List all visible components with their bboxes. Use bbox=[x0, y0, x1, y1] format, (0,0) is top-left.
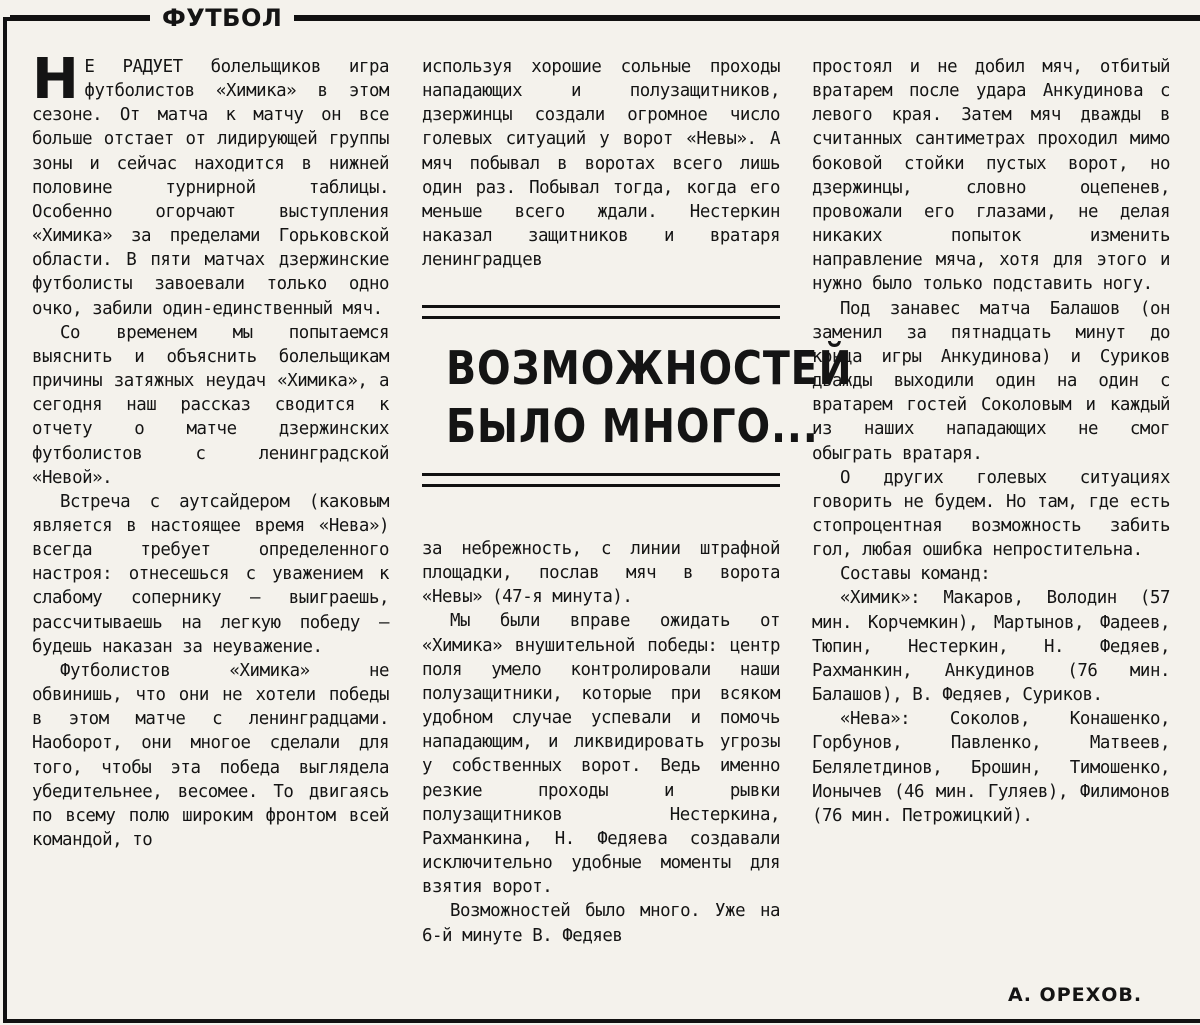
paragraph: Со временем мы попытаемся выяснить и объяснить болельщикам причины затяжных неудач «Химика», а сегодня наш рассказ сводится к отчету о матче дзержинских футболистов с ленинградской «Невой». bbox=[32, 322, 389, 488]
headline-bottom-rule bbox=[422, 473, 780, 487]
paragraph: Встреча с аутсайдером (каковым является в настоящее время «Нева») всегда требует определенного настроя: отнесешься с уважением к слабому сопернику — выиграешь, рассчитываешь на легкую победу — будешь наказан за неуважение. bbox=[32, 491, 389, 657]
column-2-bottom bbox=[422, 537, 780, 948]
headline-line-1: ВОЗМОЖНОСТЕЙ bbox=[446, 341, 853, 395]
paragraph: простоял и не добил мяч, отбитый вратарем после удара Анкудинова с левого края. Затем мяч дважды в считанных сантиметрах проходил мимо боковой стойки пустых ворот, но дзержинцы, словно оцепенев, провожали его глазами, не делая никаких попыток изменить направление мяча, хотя для этого и нужно было только подставить ногу. bbox=[812, 57, 1170, 295]
headline-block bbox=[422, 305, 853, 487]
paragraph: «Химик»: Макаров, Володин (57 мин. Корчемкин), Мартынов, Фадеев, Тюпин, Нестеркин, Н. Федяев, Рахманкин, Анкудинов (76 мин. Балашов), В. Федяев, Суриков. bbox=[812, 588, 1170, 706]
paragraph: за небрежность, с линии штрафной площадки, послав мяч в ворота «Невы» (47-я минута). bbox=[422, 539, 780, 608]
paragraph: О других голевых ситуациях говорить не будем. Но там, где есть стопроцентная возможность забить гол, любая ошибка непростительна. bbox=[812, 467, 1170, 561]
headline-line-2: БЫЛО МНОГО... bbox=[446, 399, 819, 453]
paragraph: Составы команд: bbox=[840, 564, 991, 585]
author-signature: А. ОРЕХОВ. bbox=[1008, 984, 1143, 1006]
paragraph-text: Е РАДУЕТ болельщиков игра футболистов «Химика» в этом сезоне. От матча к матчу он все больше отстает от лидирующей группы зоны и сейчас находится в нижней половине турнирной таблицы. Особенно огорчают выступления «Химика» за пределами Горьковской области. В пяти матчах дзержинские футболисты завоевали только одно очко, забили один-единственный мяч. bbox=[32, 57, 389, 319]
paragraph bbox=[32, 47, 389, 321]
paragraph: используя хорошие сольные проходы нападающих и полузащитников, дзержинцы создали огромное число голевых ситуаций у ворот «Невы». А мяч побывал в воротах всего лишь один раз. Побывал тогда, когда его меньше всего ждали. Нестеркин наказал защитников и вратаря ленинградцев bbox=[422, 57, 780, 271]
paragraph: Мы были вправе ожидать от «Химика» внушительной победы: центр поля умело контролировали наши полузащитники, которые при всяком удобном случае успевали и помочь нападающим, и ликвидировать угрозы у собственных ворот. Ведь именно резкие проходы и рывки полузащитников Нестеркина, Рахманкина, Н. Федяева создавали исключительно удобные моменты для взятия ворот. bbox=[422, 611, 780, 898]
column-3 bbox=[812, 55, 1170, 828]
paragraph: «Нева»: Соколов, Конашенко, Горбунов, Павленко, Матвеев, Белялетдинов, Брошин, Тимошенко, Ионычев (46 мин. Гуляев), Филимонов (76 мин. Петрожицкий). bbox=[812, 709, 1170, 826]
drop-cap: Н bbox=[32, 47, 79, 112]
paragraph: Возможностей было много. Уже на 6-й минуте В. Федяев bbox=[422, 901, 780, 946]
paragraph: Футболистов «Химика» не обвинишь, что они не хотели победы в этом матче с ленинградцами. Наоборот, они многое сделали для того, чтобы эта победа выглядела убедительнее, весомее. То двигаясь по всему полю широким фронтом всей командой, то bbox=[32, 660, 389, 850]
paragraph: Под занавес матча Балашов (он заменил за пятнадцать минут до конца игры Анкудинова) и Суриков дважды выходили один на один с вратарем гостей Соколовым и каждый из наших нападающих не смог обыграть вратаря. bbox=[812, 298, 1170, 464]
section-rubric: ФУТБОЛ bbox=[150, 2, 294, 34]
column-1 bbox=[32, 47, 389, 852]
headline bbox=[446, 339, 853, 455]
column-2-top bbox=[422, 55, 780, 272]
headline-top-rule bbox=[422, 305, 780, 319]
